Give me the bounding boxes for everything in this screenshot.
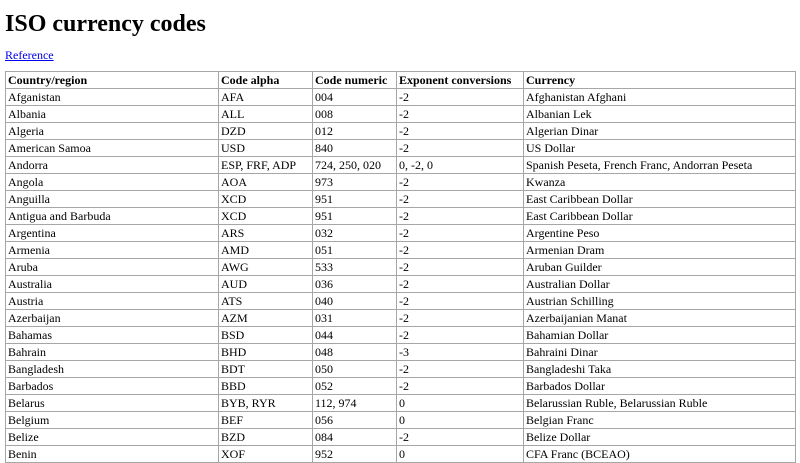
exponent-cell: -2 [397,429,524,446]
exponent-cell: 0 [397,412,524,429]
currency-cell: Bahamian Dollar [524,327,796,344]
code-alpha-cell: BEF [219,412,313,429]
code-numeric-cell: 951 [313,208,397,225]
country-cell: Belarus [6,395,219,412]
table-row [6,344,796,361]
header-code-alpha: Code alpha [219,72,313,89]
country-cell: Afganistan [6,89,219,106]
code-numeric-cell: 056 [313,412,397,429]
country-cell: Algeria [6,123,219,140]
country-cell: Armenia [6,242,219,259]
code-numeric-cell: 036 [313,276,397,293]
code-numeric-cell: 012 [313,123,397,140]
currency-table [5,71,796,463]
code-numeric-cell: 112, 974 [313,395,397,412]
code-alpha-cell: BYB, RYR [219,395,313,412]
country-cell: Australia [6,276,219,293]
country-cell: Barbados [6,378,219,395]
currency-cell: Austrian Schilling [524,293,796,310]
exponent-cell: -2 [397,208,524,225]
country-cell: Bahrain [6,344,219,361]
table-row [6,225,796,242]
table-row [6,293,796,310]
table-header [6,72,796,89]
code-numeric-cell: 004 [313,89,397,106]
code-numeric-cell: 840 [313,140,397,157]
country-cell: Aruba [6,259,219,276]
exponent-cell: -2 [397,276,524,293]
currency-cell: East Caribbean Dollar [524,208,796,225]
code-numeric-cell: 031 [313,310,397,327]
code-numeric-cell: 044 [313,327,397,344]
country-cell: Bahamas [6,327,219,344]
table-row [6,378,796,395]
country-cell: Angola [6,174,219,191]
currency-cell: CFA Franc (BCEAO) [524,446,796,463]
country-cell: Argentina [6,225,219,242]
code-numeric-cell: 951 [313,191,397,208]
currency-cell: Algerian Dinar [524,123,796,140]
exponent-cell: -2 [397,242,524,259]
code-alpha-cell: BBD [219,378,313,395]
code-alpha-cell: BDT [219,361,313,378]
code-alpha-cell: AMD [219,242,313,259]
code-numeric-cell: 048 [313,344,397,361]
header-exponent-conversions: Exponent conversions [397,72,524,89]
currency-cell: US Dollar [524,140,796,157]
table-row [6,327,796,344]
exponent-cell: -2 [397,225,524,242]
exponent-cell: 0 [397,395,524,412]
code-numeric-cell: 052 [313,378,397,395]
currency-cell: Aruban Guilder [524,259,796,276]
code-alpha-cell: BZD [219,429,313,446]
exponent-cell: -2 [397,378,524,395]
exponent-cell: -3 [397,344,524,361]
table-row [6,242,796,259]
table-row [6,89,796,106]
code-numeric-cell: 050 [313,361,397,378]
table-row [6,123,796,140]
country-cell: Belize [6,429,219,446]
currency-cell: Belgian Franc [524,412,796,429]
table-row [6,446,796,463]
table-row [6,157,796,174]
header-code-numeric: Code numeric [313,72,397,89]
code-alpha-cell: ATS [219,293,313,310]
code-alpha-cell: BHD [219,344,313,361]
table-row [6,412,796,429]
code-alpha-cell: AZM [219,310,313,327]
table-row [6,140,796,157]
table-row [6,191,796,208]
exponent-cell: -2 [397,89,524,106]
code-alpha-cell: AOA [219,174,313,191]
header-row [6,72,796,89]
table-row [6,208,796,225]
currency-cell: Armenian Dram [524,242,796,259]
exponent-cell: -2 [397,123,524,140]
exponent-cell: -2 [397,361,524,378]
currency-cell: Argentine Peso [524,225,796,242]
table-body [6,89,796,463]
code-alpha-cell: USD [219,140,313,157]
currency-cell: Albanian Lek [524,106,796,123]
code-numeric-cell: 973 [313,174,397,191]
code-alpha-cell: DZD [219,123,313,140]
currency-cell: Azerbaijanian Manat [524,310,796,327]
code-numeric-cell: 724, 250, 020 [313,157,397,174]
header-country-region: Country/region [6,72,219,89]
currency-cell: Bangladeshi Taka [524,361,796,378]
table-row [6,429,796,446]
code-numeric-cell: 008 [313,106,397,123]
code-numeric-cell: 533 [313,259,397,276]
code-alpha-cell: XCD [219,191,313,208]
header-currency: Currency [524,72,796,89]
code-numeric-cell: 084 [313,429,397,446]
currency-cell: Barbados Dollar [524,378,796,395]
currency-cell: Bahraini Dinar [524,344,796,361]
country-cell: Austria [6,293,219,310]
code-alpha-cell: AFA [219,89,313,106]
currency-cell: Belize Dollar [524,429,796,446]
exponent-cell: -2 [397,174,524,191]
code-alpha-cell: AWG [219,259,313,276]
exponent-cell: 0, -2, 0 [397,157,524,174]
code-numeric-cell: 040 [313,293,397,310]
country-cell: Antigua and Barbuda [6,208,219,225]
code-numeric-cell: 032 [313,225,397,242]
currency-cell: Australian Dollar [524,276,796,293]
code-alpha-cell: BSD [219,327,313,344]
code-alpha-cell: XOF [219,446,313,463]
code-numeric-cell: 051 [313,242,397,259]
exponent-cell: -2 [397,259,524,276]
table-row [6,310,796,327]
code-numeric-cell: 952 [313,446,397,463]
table-row [6,395,796,412]
page-title: ISO currency codes [5,11,206,37]
country-cell: Belgium [6,412,219,429]
currency-cell: Belarussian Ruble, Belarussian Ruble [524,395,796,412]
exponent-cell: -2 [397,327,524,344]
exponent-cell: -2 [397,140,524,157]
code-alpha-cell: AUD [219,276,313,293]
currency-cell: East Caribbean Dollar [524,191,796,208]
exponent-cell: -2 [397,191,524,208]
country-cell: Anguilla [6,191,219,208]
country-cell: Benin [6,446,219,463]
table-row [6,106,796,123]
table-row [6,276,796,293]
code-alpha-cell: ALL [219,106,313,123]
country-cell: American Samoa [6,140,219,157]
table-row [6,259,796,276]
exponent-cell: -2 [397,106,524,123]
code-alpha-cell: XCD [219,208,313,225]
exponent-cell: -2 [397,310,524,327]
table-row [6,174,796,191]
country-cell: Andorra [6,157,219,174]
exponent-cell: -2 [397,293,524,310]
exponent-cell: 0 [397,446,524,463]
table-row [6,361,796,378]
code-alpha-cell: ESP, FRF, ADP [219,157,313,174]
currency-cell: Spanish Peseta, French Franc, Andorran Peseta [524,157,796,174]
currency-cell: Afghanistan Afghani [524,89,796,106]
country-cell: Azerbaijan [6,310,219,327]
reference-link[interactable]: Reference [5,48,54,62]
country-cell: Bangladesh [6,361,219,378]
country-cell: Albania [6,106,219,123]
currency-cell: Kwanza [524,174,796,191]
code-alpha-cell: ARS [219,225,313,242]
